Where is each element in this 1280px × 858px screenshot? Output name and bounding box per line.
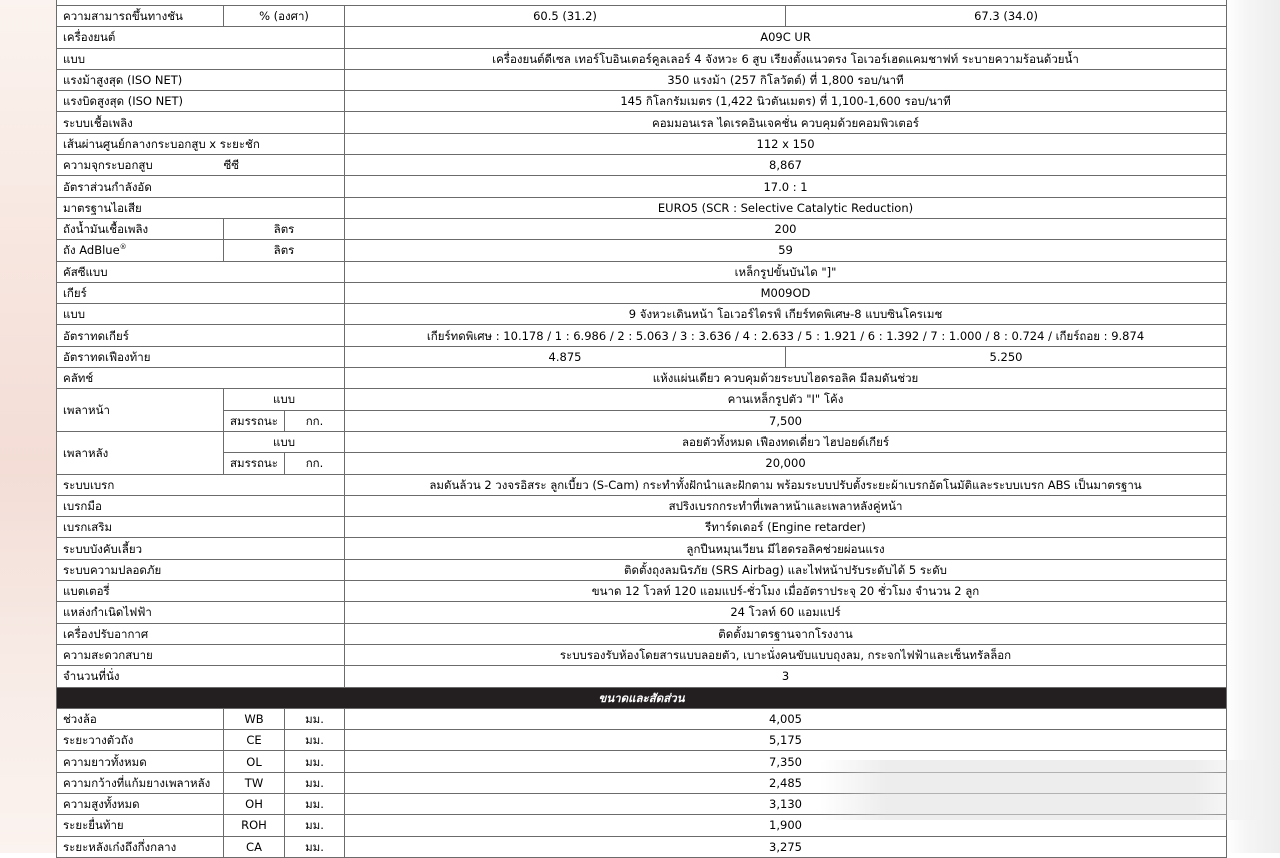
right-edge-background [1226,0,1280,853]
row-label: ความสะดวกสบาย [57,644,345,665]
row-label: แรงบิดสูงสุด (ISO NET) [57,91,345,112]
table-row [57,793,1227,814]
dim-label: ระยะหลังเก๋งถึงกึ่งกลาง [57,836,224,857]
row-value: A09C UR [345,27,1227,48]
row-label: ระบบเบรก [57,474,345,495]
dim-code: CE [224,730,285,751]
row-label: แบบ [57,48,345,69]
dim-value: 2,485 [345,772,1227,793]
row-value: 145 กิโลกรัมเมตร (1,422 นิวตันเมตร) ที่ 1,100-1,600 รอบ/นาที [345,91,1227,112]
row-label: คัสซีแบบ [57,261,345,282]
dim-unit: มม. [285,730,345,751]
row-label: เส้นผ่านศูนย์กลางกระบอกสูบ x ระยะชัก [57,133,345,154]
row-value: คอมมอนเรล ไดเรคอินเจคชั่น ควบคุมด้วยคอมพิวเตอร์ [345,112,1227,133]
row-value-a: 60.5 (31.2) [345,6,786,27]
row-value: ลมดันล้วน 2 วงจรอิสระ ลูกเบี้ยว (S-Cam) กระทำทั้งฝักนำและฝักตาม พร้อมระบบปรับตั้งระยะผ้าเบรกอัตโนมัติและระบบเบรก ABS เป็นมาตรฐาน [345,474,1227,495]
row-label: เบรกมือ [57,495,345,516]
table-row [57,623,1227,644]
table-row [57,368,1227,389]
table-row [57,91,1227,112]
table-row [57,261,1227,282]
row-label: ความสามารถขึ้นทางชัน [57,6,224,27]
dim-value: 7,350 [345,751,1227,772]
table-row [57,538,1227,559]
table-row [57,304,1227,325]
row-value: ระบบรองรับห้องโดยสารแบบลอยตัว, เบาะนั่งคนขับแบบถุงลม, กระจกไฟฟ้าและเซ็นทรัลล็อก [345,644,1227,665]
spec-table [56,0,1227,858]
table-row [57,410,1227,431]
table-row [57,730,1227,751]
table-row [57,815,1227,836]
table-row [57,708,1227,729]
row-unit: ซีซี [224,155,345,176]
table-row [57,389,1227,410]
dim-unit: มม. [285,708,345,729]
row-label: เพลาหน้า [57,389,224,432]
row-label: เบรกเสริม [57,517,345,538]
table-row [57,197,1227,218]
row-value: ขนาด 12 โวลท์ 120 แอมแปร์-ชั่วโมง เมื่ออัตราประจุ 20 ชั่วโมง จำนวน 2 ลูก [345,581,1227,602]
row-label: ความจุกระบอกสูบ [57,155,224,176]
row-label: อัตราทดเฟืองท้าย [57,346,345,367]
dim-value: 3,130 [345,793,1227,814]
section-header-dimensions [57,687,1227,708]
row-label: อัตราทดเกียร์ [57,325,345,346]
row-value: ติดตั้งถุงลมนิรภัย (SRS Airbag) และไฟหน้าปรับระดับได้ 5 ระดับ [345,559,1227,580]
row-value: สปริงเบรกกระทำที่เพลาหน้าและเพลาหลังคู่หน้า [345,495,1227,516]
row-value: 112 x 150 [345,133,1227,154]
dim-label: ความสูงทั้งหมด [57,793,224,814]
row-unit: ลิตร [224,218,345,239]
table-row [57,133,1227,154]
dim-code: ROH [224,815,285,836]
table-row [57,836,1227,857]
dim-unit: มม. [285,793,345,814]
row-label: จำนวนที่นั่ง [57,666,345,687]
dim-code: WB [224,708,285,729]
row-value: เครื่องยนต์ดีเซล เทอร์โบอินเตอร์คูลเลอร์ 4 จังหวะ 6 สูบ เรียงตั้งแนวตรง โอเวอร์เฮดแคมชาฟท์ ระบายความร้อนด้วยน้ำ [345,48,1227,69]
dim-label: ความยาวทั้งหมด [57,751,224,772]
dim-value: 1,900 [345,815,1227,836]
row-label: แบบ [57,304,345,325]
table-row [57,666,1227,687]
section-title: ขนาดและสัดส่วน [57,687,1227,708]
dim-code: TW [224,772,285,793]
row-label: แบตเตอรี่ [57,581,345,602]
table-row [57,176,1227,197]
row-label: อัตราส่วนกำลังอัด [57,176,345,197]
table-row [57,602,1227,623]
row-label: ถังน้ำมันเชื้อเพลิง [57,218,224,239]
table-row [57,69,1227,90]
dim-unit: มม. [285,751,345,772]
row-value: M009OD [345,282,1227,303]
row-value: แห้งแผ่นเดียว ควบคุมด้วยระบบไฮดรอลิค มีลมดันช่วย [345,368,1227,389]
row-value: เกียร์ทดพิเศษ : 10.178 / 1 : 6.986 / 2 : 5.063 / 3 : 3.636 / 4 : 2.633 / 5 : 1.921 / 6 : 1.392 / 7 : 1.000 / 8 : 0.724 / เกียร์ถอย : 9.874 [345,325,1227,346]
row-unit: กก. [285,410,345,431]
row-value: 9 จังหวะเดินหน้า โอเวอร์ไดรฟ์ เกียร์ทดพิเศษ-8 แบบซินโครเมช [345,304,1227,325]
row-value: 24 โวลท์ 60 แอมแปร์ [345,602,1227,623]
row-value-a: 4.875 [345,346,786,367]
table-row [57,346,1227,367]
row-value: ลอยตัวทั้งหมด เฟืองทดเดี่ยว ไฮปอยด์เกียร์ [345,431,1227,452]
row-value: เหล็กรูปขั้นบันได "]" [345,261,1227,282]
dim-code: CA [224,836,285,857]
dim-label: ช่วงล้อ [57,708,224,729]
dim-value: 4,005 [345,708,1227,729]
table-row [57,644,1227,665]
row-label: เพลาหลัง [57,431,224,474]
row-value: 3 [345,666,1227,687]
row-unit: % (องศา) [224,6,345,27]
row-label: ถัง AdBlue® [57,240,224,261]
row-unit: กก. [285,453,345,474]
row-sublabel: สมรรถนะ [224,410,285,431]
dim-code: OL [224,751,285,772]
table-row [57,581,1227,602]
dim-value: 3,275 [345,836,1227,857]
dim-label: ระยะวางตัวถัง [57,730,224,751]
left-edge-background [0,0,56,853]
row-value: 59 [345,240,1227,261]
table-row [57,48,1227,69]
row-label: แรงม้าสูงสุด (ISO NET) [57,69,345,90]
row-sublabel: สมรรถนะ [224,453,285,474]
row-value: รีทาร์ดเดอร์ (Engine retarder) [345,517,1227,538]
table-row [57,517,1227,538]
dim-unit: มม. [285,772,345,793]
table-row [57,453,1227,474]
table-row [57,431,1227,452]
row-label: เกียร์ [57,282,345,303]
row-label: คลัทช์ [57,368,345,389]
table-row [57,559,1227,580]
table-row [57,772,1227,793]
row-value: 17.0 : 1 [345,176,1227,197]
table-row [57,474,1227,495]
table-row [57,155,1227,176]
table-row [57,282,1227,303]
row-label: มาตรฐานไอเสีย [57,197,345,218]
row-label: แหล่งกำเนิดไฟฟ้า [57,602,345,623]
table-row [57,240,1227,261]
row-value: ติดตั้งมาตรฐานจากโรงงาน [345,623,1227,644]
dim-unit: มม. [285,815,345,836]
table-row [57,495,1227,516]
table-row [57,6,1227,27]
dim-unit: มม. [285,836,345,857]
row-label: ระบบเชื้อเพลิง [57,112,345,133]
row-unit: ลิตร [224,240,345,261]
table-row [57,325,1227,346]
dim-label: ระยะยื่นท้าย [57,815,224,836]
dim-label: ความกว้างที่แก้มยางเพลาหลัง [57,772,224,793]
row-sublabel: แบบ [224,431,345,452]
dim-code: OH [224,793,285,814]
row-value-b: 67.3 (34.0) [786,6,1227,27]
row-value-b: 5.250 [786,346,1227,367]
table-row [57,27,1227,48]
row-value: EURO5 (SCR : Selective Catalytic Reduction) [345,197,1227,218]
row-value: 7,500 [345,410,1227,431]
dim-value: 5,175 [345,730,1227,751]
row-label: ระบบความปลอดภัย [57,559,345,580]
row-label: เครื่องยนต์ [57,27,345,48]
row-value: 200 [345,218,1227,239]
row-label: ระบบบังคับเลี้ยว [57,538,345,559]
row-label: เครื่องปรับอากาศ [57,623,345,644]
row-value: คานเหล็กรูปตัว "I" โค้ง [345,389,1227,410]
table-row [57,112,1227,133]
row-value: 8,867 [345,155,1227,176]
row-value: 350 แรงม้า (257 กิโลวัตต์) ที่ 1,800 รอบ/นาที [345,69,1227,90]
row-sublabel: แบบ [224,389,345,410]
row-value: ลูกปืนหมุนเวียน มีไฮดรอลิคช่วยผ่อนแรง [345,538,1227,559]
row-value: 20,000 [345,453,1227,474]
table-row [57,218,1227,239]
table-row [57,751,1227,772]
